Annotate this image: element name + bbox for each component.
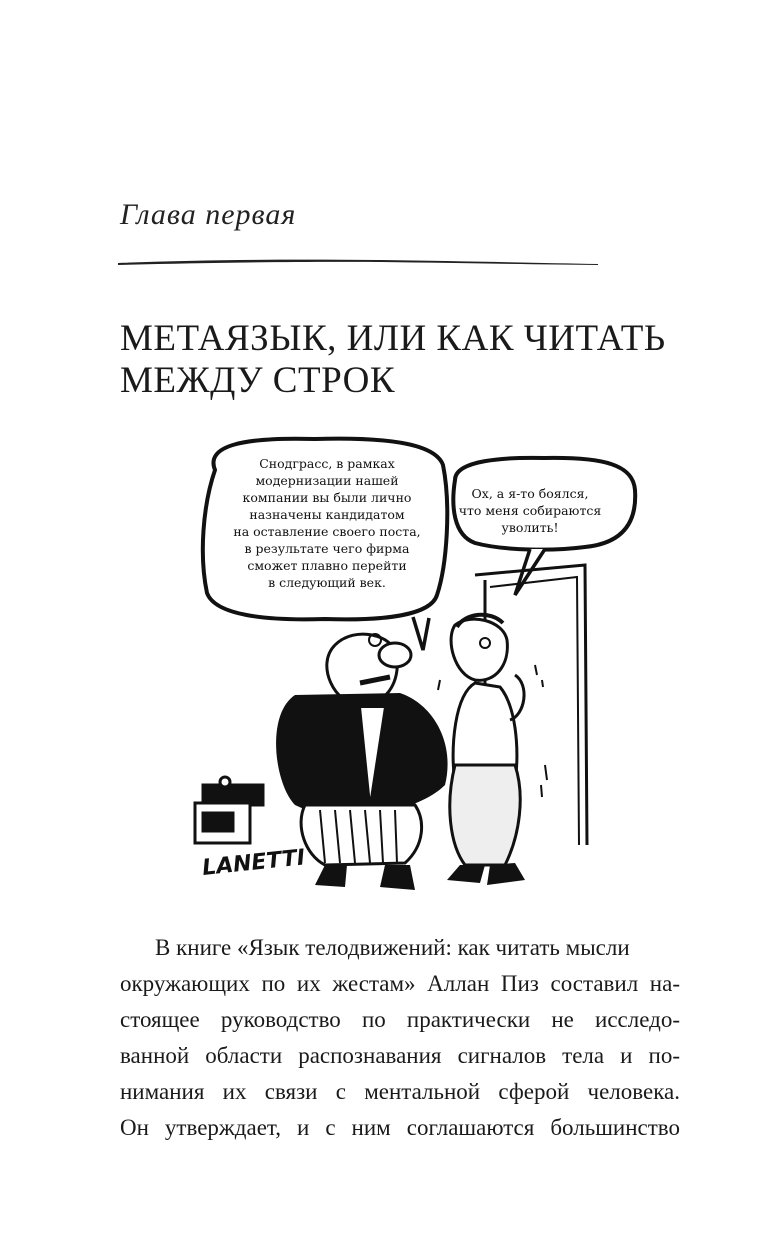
chapter-title xyxy=(120,318,680,402)
body-line: стоящее руководство по практически не исследо- xyxy=(120,1007,680,1032)
body-line: окружающих по их жестам» Аллан Пиз составил на- xyxy=(120,971,680,996)
speech-line: компании вы были лично xyxy=(242,490,412,505)
body-line: ванной области распознавания сигналов тела и по- xyxy=(120,1043,680,1068)
speech-line: уволить! xyxy=(501,520,559,535)
speech-line: модернизации нашей xyxy=(255,473,399,488)
chapter-title-line: МЕЖДУ СТРОК xyxy=(120,360,395,401)
chapter-title-line: МЕТАЯЗЫК, ИЛИ КАК ЧИТАТЬ xyxy=(120,318,666,359)
speech-line: в результате чего фирма xyxy=(244,541,410,556)
boss-speech-text xyxy=(212,455,442,591)
speech-line: Снодграсс, в рамках xyxy=(259,456,395,471)
speech-line: в следующий век. xyxy=(268,575,386,590)
body-line: В книге «Язык телодвижений: как читать мысли xyxy=(155,935,630,960)
employee-speech-text xyxy=(445,485,615,536)
body-line: Он утверждает, и с ним соглашаются большинство xyxy=(120,1115,680,1140)
speech-line: на оставление своего поста, xyxy=(233,524,421,539)
body-line: нимания их связи с ментальной сферой человека. xyxy=(120,1079,680,1104)
speech-line: что меня собираются xyxy=(458,503,602,518)
employee-figure xyxy=(438,615,543,885)
artist-signature: LANETTI xyxy=(201,845,307,881)
desk xyxy=(195,777,263,843)
speech-line: назначены кандидатом xyxy=(249,507,405,522)
chapter-divider xyxy=(118,255,598,269)
body-paragraph xyxy=(120,930,680,1146)
speech-line: сможет плавно перейти xyxy=(247,558,407,573)
chapter-label: Глава первая xyxy=(120,198,297,231)
speech-line: Ох, а я-то боялся, xyxy=(471,486,589,501)
